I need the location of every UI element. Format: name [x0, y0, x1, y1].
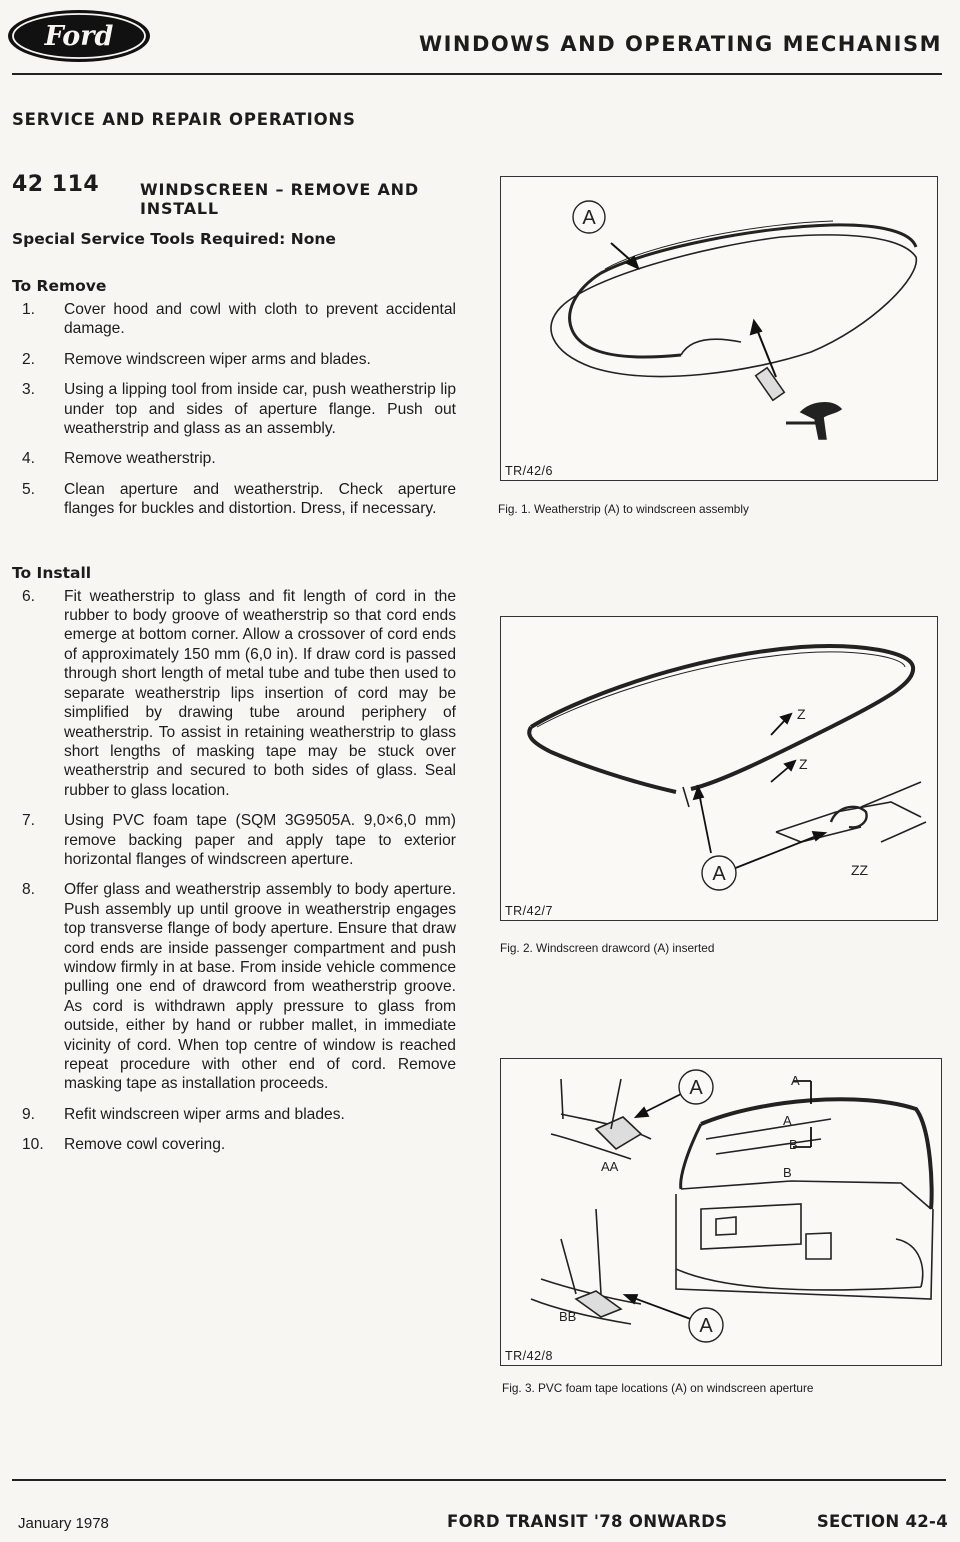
step-number: 8. — [22, 881, 36, 899]
label-a: A — [791, 1073, 800, 1088]
logo-text: Ford — [44, 21, 114, 52]
step-text: Remove windscreen wiper arms and blades. — [64, 350, 371, 368]
step-text: Refit windscreen wiper arms and blades. — [64, 1105, 345, 1123]
step-number: 4. — [22, 450, 36, 468]
remove-heading: To Remove — [12, 277, 107, 295]
figure-1-caption: Fig. 1. Weatherstrip (A) to windscreen assembly — [498, 502, 749, 516]
header-divider — [12, 73, 942, 75]
label-b: B — [789, 1137, 798, 1152]
footer-section-number: SECTION 42-4 — [816, 1512, 948, 1531]
step-item — [12, 449, 456, 468]
label-aa: AA — [601, 1159, 619, 1174]
footer-date: January 1978 — [18, 1515, 109, 1532]
step-item — [12, 300, 456, 339]
svg-text:A: A — [582, 207, 596, 229]
foam-tape-illustration — [501, 1059, 943, 1367]
operation-heading — [12, 172, 456, 218]
install-steps — [12, 587, 456, 1155]
label-a: A — [783, 1113, 792, 1128]
figure-2 — [500, 616, 938, 921]
step-number: 1. — [22, 301, 36, 318]
ford-logo — [6, 8, 152, 64]
remove-steps — [12, 300, 456, 519]
callout-a — [679, 1070, 713, 1104]
callout-a — [689, 1308, 723, 1342]
svg-text:A: A — [712, 863, 726, 885]
step-number: 9. — [22, 1105, 36, 1123]
step-text: Cover hood and cowl with cloth to prevent accidental damage. — [64, 301, 456, 338]
step-item — [12, 880, 456, 1093]
label-zz: ZZ — [851, 862, 869, 878]
section-subtitle: SERVICE AND REPAIR OPERATIONS — [12, 110, 356, 129]
step-text: Offer glass and weatherstrip assembly to body aperture. Push assembly up until groove in weatherstrip engages top transverse flange of body aperture. Ensure that draw cord ends are inside passenger compartment and push window firmly in at base. From inside vehicle commence pulling one end of drawcord from weatherstrip groove. As cord is withdrawn apply pressure to glass from outside, either by hand or rubber mallet, in immediate vicinity of cord. When top centre of window is reached repeat procedure with other end of cord. Remove masking tape as installation proceeds. — [64, 881, 456, 1093]
figure-3 — [500, 1058, 942, 1366]
step-text: Remove cowl covering. — [64, 1136, 226, 1154]
callout-a — [573, 201, 605, 233]
operation-number: 42 114 — [12, 172, 100, 197]
step-number: 3. — [22, 381, 36, 399]
figure-3-caption: Fig. 3. PVC foam tape locations (A) on windscreen aperture — [502, 1381, 814, 1395]
special-tools-note: Special Service Tools Required: None — [12, 230, 336, 248]
step-item — [12, 350, 456, 369]
step-text: Fit weatherstrip to glass and fit length of cord in the rubber to body groove of weatherstrip so that cord ends emerge at bottom corner. Allow a crossover of cord ends of approximately 150 mm (6,0 in). If draw cord is passed through short length of metal tube and tube then used to separate weatherstrip lips insertion of cord may be simplified by drawing tube around periphery of weatherstrip. To assist in retaining weatherstrip to glass short lengths of masking tape may be stuck over weatherstrip and secured to both sides of glass. Seal rubber to glass location. — [64, 587, 456, 799]
step-text: Remove weatherstrip. — [64, 450, 216, 468]
figure-reference: TR/42/7 — [505, 904, 553, 918]
instructions-column — [12, 172, 456, 1166]
page-header-title: WINDOWS AND OPERATING MECHANISM — [418, 32, 942, 56]
label-z: Z — [799, 756, 808, 772]
figure-reference: TR/42/8 — [505, 1349, 553, 1363]
figure-reference: TR/42/6 — [505, 464, 553, 478]
step-number: 6. — [22, 587, 36, 605]
weatherstrip-illustration — [501, 177, 939, 482]
callout-a — [702, 856, 736, 890]
install-heading: To Install — [12, 563, 92, 582]
svg-text:A: A — [699, 1315, 713, 1337]
operation-title: WINDSCREEN – REMOVE AND INSTALL — [140, 180, 419, 218]
step-text: Clean aperture and weatherstrip. Check aperture flanges for buckles and distortion. Dress, if necessary. — [64, 480, 456, 518]
label-bb: BB — [559, 1309, 577, 1324]
step-item — [12, 1135, 456, 1154]
step-item — [12, 1105, 456, 1124]
step-number: 7. — [22, 812, 36, 830]
label-z: Z — [797, 706, 806, 722]
step-item — [12, 380, 456, 438]
step-item — [12, 480, 456, 519]
step-number: 5. — [22, 480, 36, 498]
figure-1 — [500, 176, 938, 481]
step-item — [12, 811, 456, 869]
step-number: 10. — [22, 1136, 44, 1154]
label-b: B — [783, 1165, 792, 1180]
step-text: Using a lipping tool from inside car, push weatherstrip lip under top and sides of aperture flange. Push out weatherstrip and glass as an assembly. — [64, 381, 456, 438]
drawcord-illustration — [501, 617, 939, 922]
svg-text:A: A — [689, 1077, 703, 1099]
step-number: 2. — [22, 350, 36, 368]
figure-2-caption: Fig. 2. Windscreen drawcord (A) inserted — [500, 941, 715, 955]
step-item — [12, 587, 456, 800]
step-text: Using PVC foam tape (SQM 3G9505A. 9,0×6,0 mm) remove backing paper and apply tape to exterior horizontal flanges of windscreen aperture. — [64, 812, 456, 868]
footer-divider — [12, 1479, 946, 1481]
footer-publication: FORD TRANSIT '78 ONWARDS — [447, 1512, 728, 1531]
